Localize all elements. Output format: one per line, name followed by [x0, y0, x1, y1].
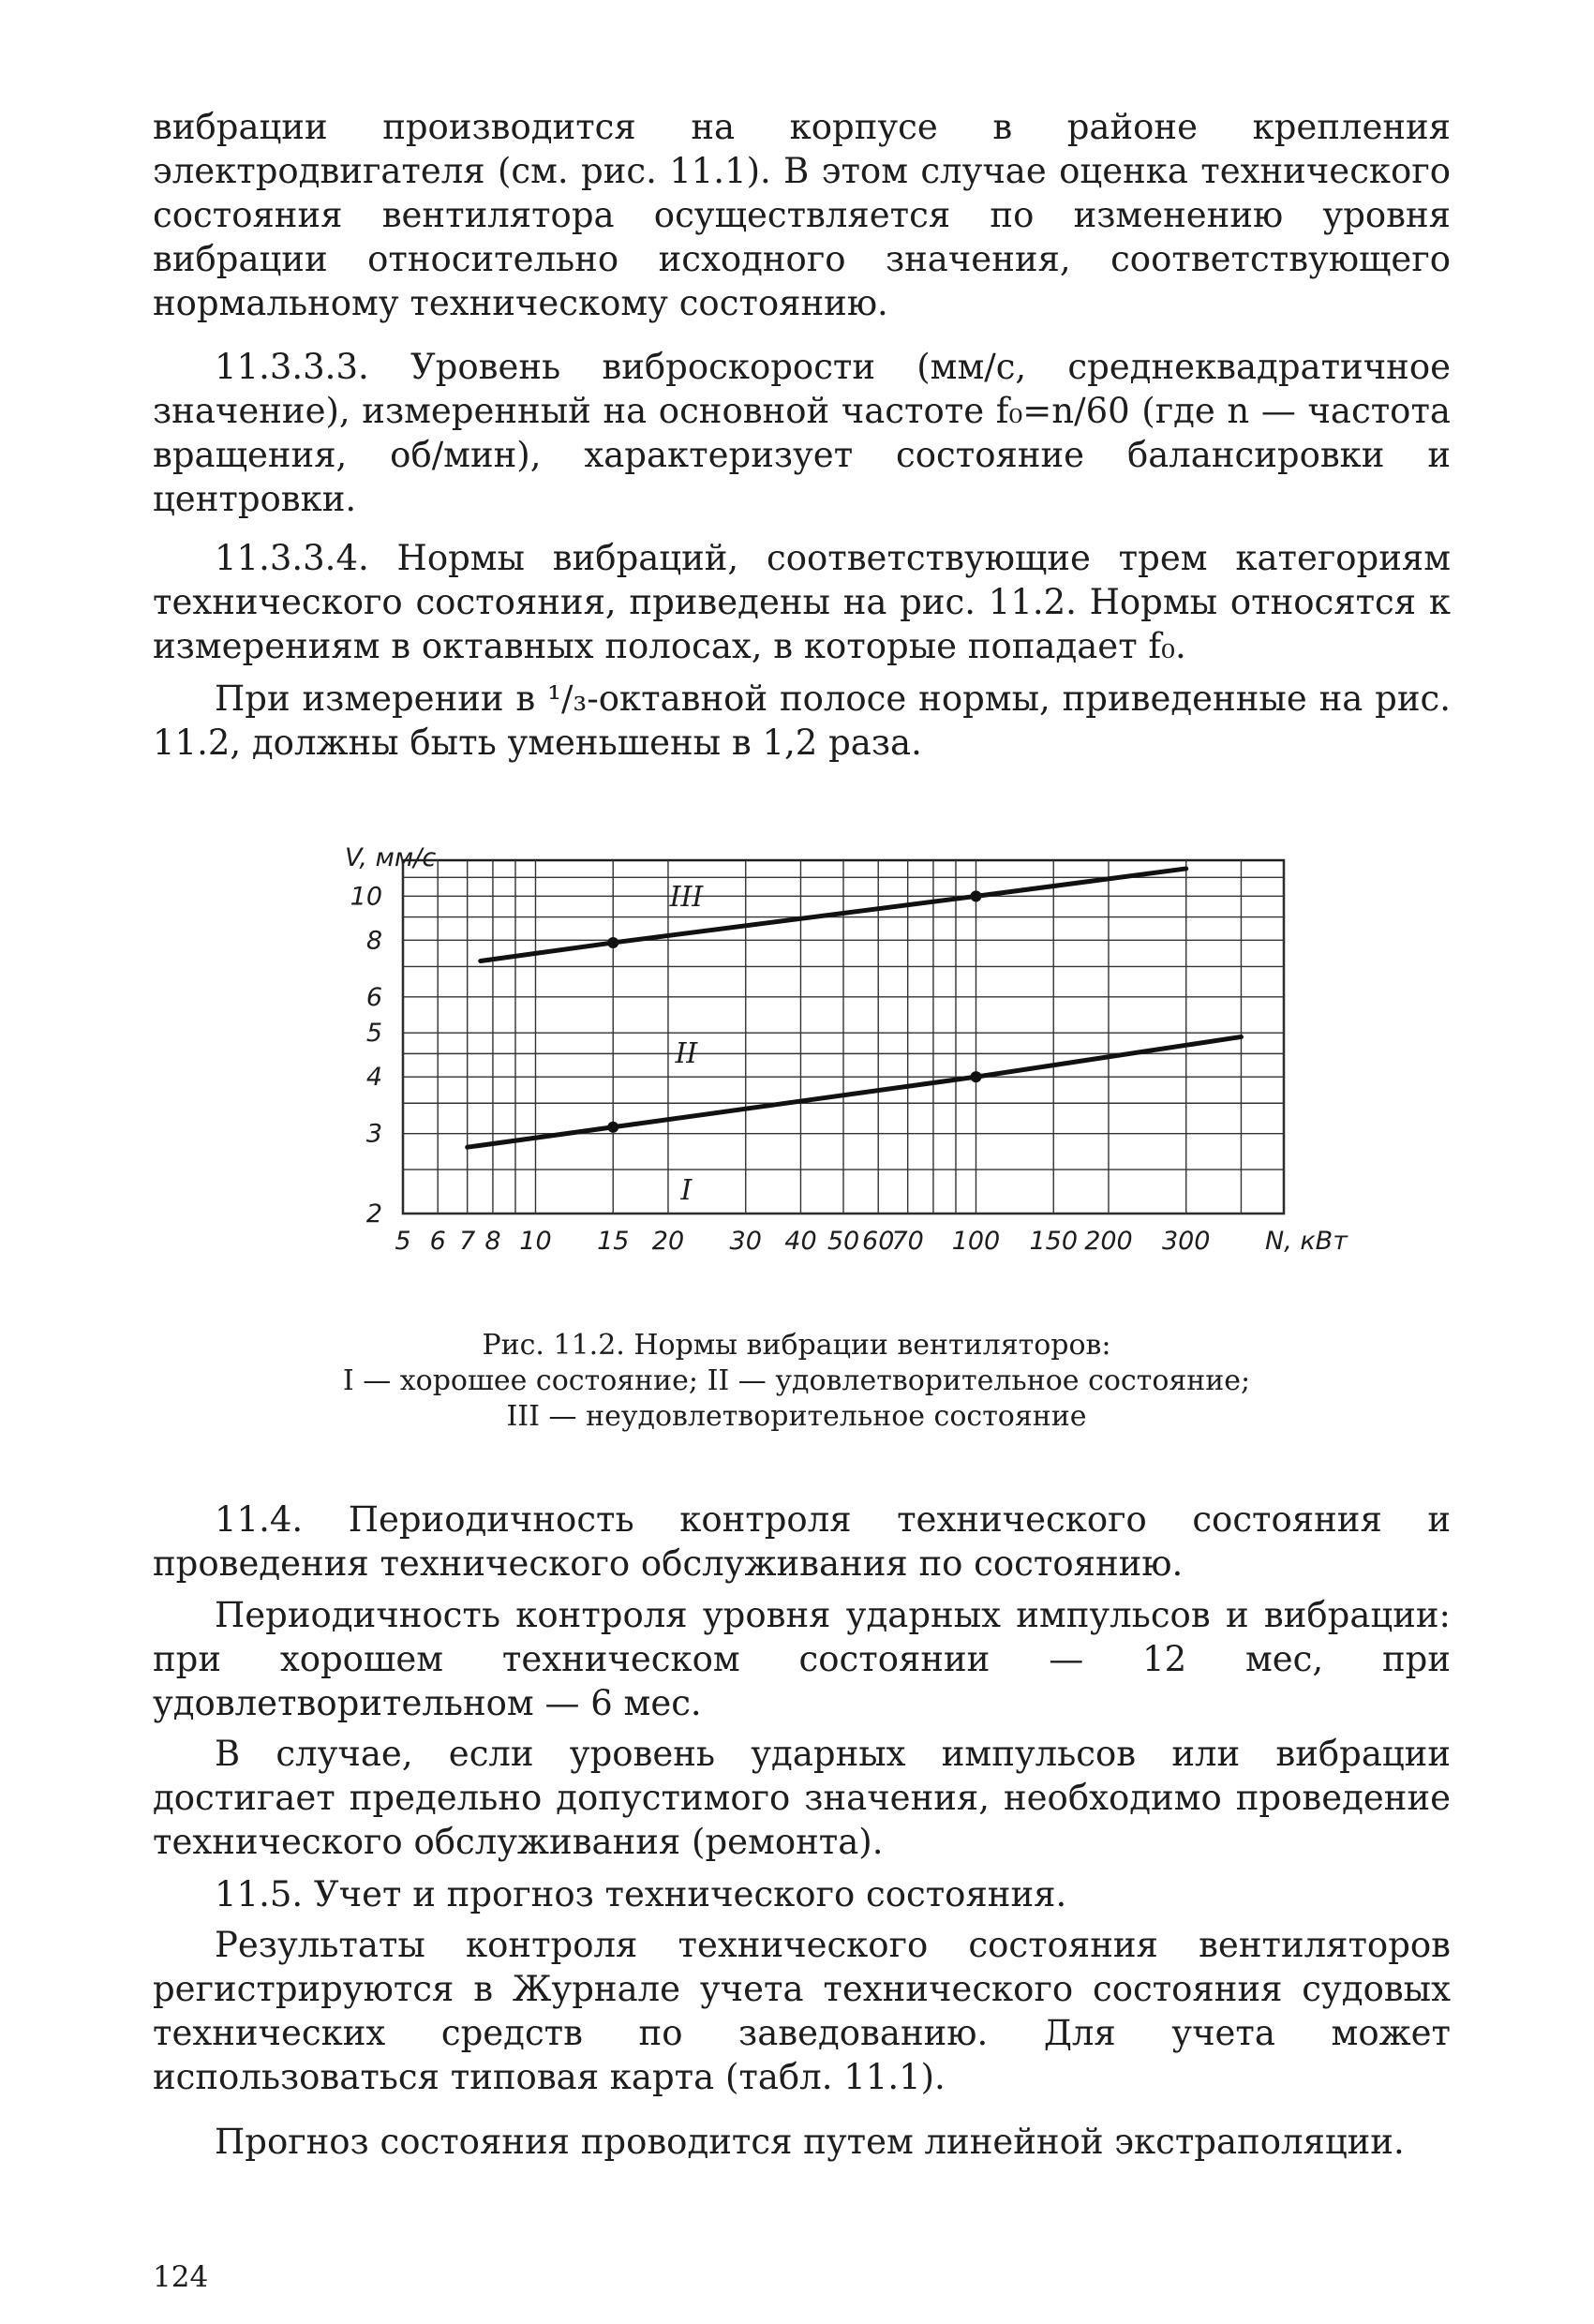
- paragraph-4: При измерении в ¹/₃-октавной полосе нормы, приведенные на рис. 11.2, должны быть уменьшены в 1,2 раза.: [153, 678, 1451, 763]
- figure-caption-line-2: I — хорошее состояние; II — удовлетворительное состояние;: [342, 1364, 1251, 1397]
- x-tick-label: 70: [891, 1227, 924, 1256]
- paragraph-9: Результаты контроля технического состояния вентиляторов регистрируются в Журнале учета технического состояния судовых технических средств по заведованию. Для учета может использоваться типовая карта (табл. 11.1).: [153, 1925, 1451, 2097]
- paragraph-5: 11.4. Периодичность контроля технического состояния и проведения технического обслуживания по состоянию.: [153, 1499, 1451, 1584]
- x-tick-label: 5: [395, 1227, 411, 1256]
- figure-caption-line-1: Рис. 11.2. Нормы вибрации вентиляторов:: [482, 1329, 1111, 1362]
- y-tick-label: 4: [365, 1063, 382, 1093]
- boundary-point-marker: [970, 1071, 981, 1082]
- zone-label: I: [680, 1173, 693, 1207]
- x-tick-label: 30: [729, 1227, 762, 1256]
- paragraph-1: вибрации производится на корпусе в районе крепления электродвигателя (см. рис. 11.1). В этом случае оценка технического состояния вентилятора осуществляется по изменению уровня вибрации относительно исходного значения, соответствующего нормальному техническому состоянию.: [153, 107, 1451, 323]
- paragraph-3: 11.3.3.4. Нормы вибраций, соответствующие трем категориям технического состояния, приведены на рис. 11.2. Нормы относятся к измерениям в октавных полосах, в которые попадает f₀.: [153, 538, 1451, 666]
- x-axis-label: N, кВт: [1265, 1227, 1348, 1256]
- chart-canvas: [337, 843, 1348, 1293]
- x-tick-label: 60: [862, 1227, 895, 1256]
- vibration-norms-chart: [337, 843, 1348, 1293]
- x-tick-label: 150: [1029, 1227, 1079, 1256]
- x-tick-label: 8: [484, 1227, 501, 1256]
- boundary-point-marker: [607, 937, 618, 948]
- page-number: 124: [153, 2260, 209, 2294]
- paragraph-2: 11.3.3.3. Уровень виброскорости (мм/с, среднеквадратичное значение), измеренный на основной частоте f₀=n/60 (где n — частота вращения, об/мин), характеризует состояние балансировки и центровки.: [153, 347, 1451, 519]
- boundary-point-marker: [970, 890, 981, 901]
- x-tick-label: 15: [597, 1227, 630, 1256]
- x-tick-label: 20: [651, 1227, 685, 1256]
- y-tick-label: 3: [365, 1119, 382, 1149]
- x-tick-label: 40: [784, 1227, 817, 1256]
- boundary-point-marker: [607, 1122, 618, 1133]
- paragraph-8: 11.5. Учет и прогноз технического состояния.: [215, 1874, 1067, 1914]
- y-tick-label: 6: [365, 982, 382, 1012]
- x-tick-label: 100: [951, 1227, 1001, 1256]
- y-tick-label: 5: [365, 1019, 382, 1049]
- boundary-line-2: [481, 869, 1186, 961]
- y-tick-label: 2: [365, 1199, 382, 1229]
- x-tick-label: 300: [1161, 1227, 1211, 1256]
- x-tick-label: 200: [1084, 1227, 1133, 1256]
- y-axis-label: V, мм/с: [345, 843, 437, 872]
- x-tick-label: 7: [459, 1227, 476, 1256]
- x-tick-label: 6: [429, 1227, 446, 1256]
- paragraph-6: Периодичность контроля уровня ударных импульсов и вибрации: при хорошем техническом состоянии — 12 мес, при удовлетворительном — 6 мес.: [153, 1595, 1451, 1723]
- paragraph-10: Прогноз состояния проводится путем линейной экстраполяции.: [215, 2122, 1405, 2162]
- zone-label: III: [669, 881, 704, 915]
- x-tick-label: 10: [519, 1227, 552, 1256]
- figure-caption-line-3: III — неудовлетворительное состояние: [506, 1400, 1087, 1433]
- y-tick-label: 8: [365, 926, 382, 956]
- zone-label: II: [675, 1036, 698, 1070]
- paragraph-7: В случае, если уровень ударных импульсов или вибрации достигает предельно допустимого значения, необходимо проведение технического обслуживания (ремонта).: [153, 1734, 1451, 1862]
- x-tick-label: 50: [827, 1227, 860, 1256]
- y-tick-label: 10: [350, 882, 382, 912]
